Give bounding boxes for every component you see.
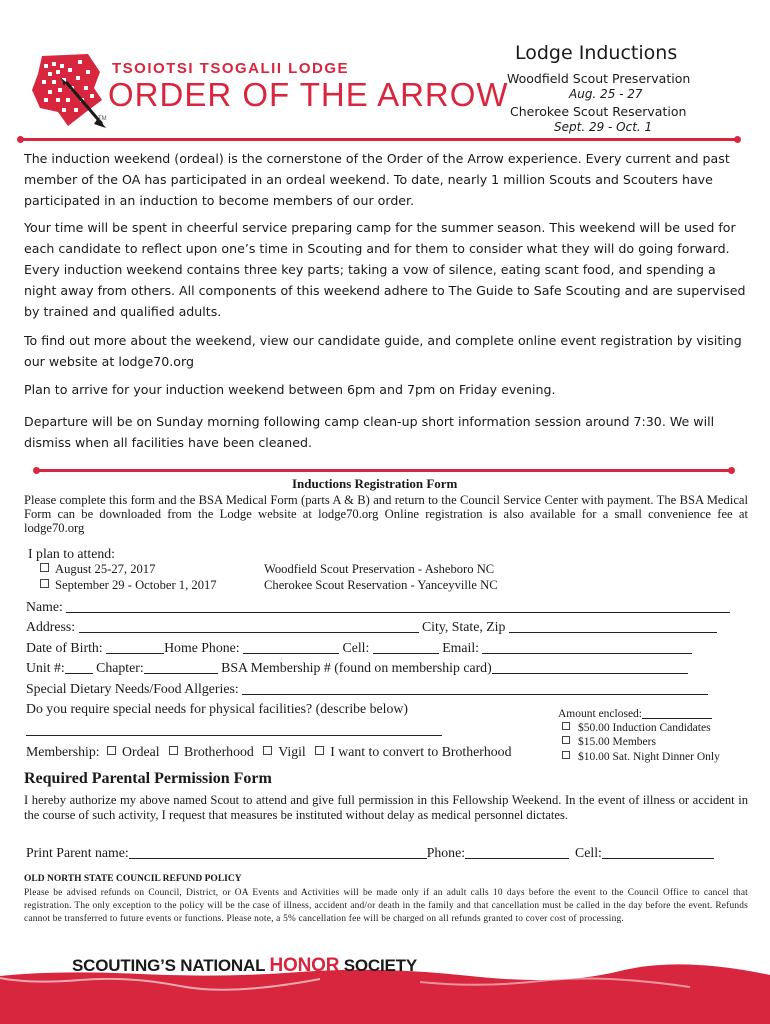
membership-row <box>26 744 511 760</box>
diet-label: Special Dietary Needs/Food Allgeries: <box>26 681 239 696</box>
membership-option-vigil[interactable]: Vigil <box>278 744 306 759</box>
attend-place-cherokee: Cherokee Scout Reservation - Yanceyville NC <box>264 578 498 592</box>
location-cherokee: Cherokee Scout Reservation <box>510 104 687 119</box>
chapter-label: Chapter: <box>96 660 144 675</box>
trademark-mark: TM <box>98 116 107 122</box>
dob-field[interactable] <box>106 640 164 654</box>
org-title: ORDER OF THE ARROW <box>108 76 509 113</box>
bsa-membership-label: BSA Membership # (found on membership card) <box>221 660 492 675</box>
attend-option-september[interactable]: September 29 - October 1, 2017 <box>40 578 217 592</box>
attend-place-woodfield: Woodfield Scout Preservation - Asheboro NC <box>264 562 495 576</box>
city-state-zip-field[interactable] <box>509 619 717 633</box>
email-label: Email: <box>442 640 480 655</box>
diet-field[interactable] <box>242 681 708 695</box>
amount-enclosed-row <box>558 707 712 721</box>
intro-paragraph-departure: Departure will be on Sunday morning following camp clean-up short information session around 7:30. We will dismiss when all facilities have been cleaned. <box>24 414 715 450</box>
checkbox-icon[interactable] <box>169 746 178 755</box>
special-needs-label: Do you require special needs for physical facilities? (describe below) <box>26 701 408 716</box>
amount-enclosed-field[interactable] <box>642 707 712 719</box>
permission-form-title: Required Parental Permission Form <box>24 770 272 787</box>
parent-cell-field[interactable] <box>602 845 714 859</box>
parent-phone-label: Phone: <box>426 845 466 860</box>
date-woodfield: Aug. 25 - 27 <box>569 87 643 101</box>
inductions-heading: Lodge Inductions <box>515 42 678 64</box>
lodge-name: TSOIOTSI TSOGALII LODGE <box>112 60 350 77</box>
attend-option-august[interactable]: August 25-27, 2017 <box>40 562 155 576</box>
membership-option-ordeal[interactable]: Ordeal <box>122 744 160 759</box>
arrowhead-logo-icon <box>28 52 108 128</box>
footer-tagline <box>72 955 417 977</box>
checkbox-icon[interactable] <box>562 722 570 730</box>
checkbox-icon[interactable] <box>40 563 49 572</box>
membership-option-convert[interactable]: I want to convert to Brotherhood <box>330 744 512 759</box>
home-phone-label: Home Phone: <box>164 640 240 655</box>
parent-name-label: Print Parent name: <box>26 845 129 860</box>
amount-enclosed-label: Amount enclosed: <box>558 708 642 720</box>
email-field[interactable] <box>482 640 692 654</box>
refund-policy-title: OLD NORTH STATE COUNCIL REFUND POLICY <box>24 874 242 884</box>
name-row <box>26 599 730 615</box>
fee-option-dinner[interactable]: $10.00 Sat. Night Dinner Only <box>562 750 720 764</box>
registration-form-title: Inductions Registration Form <box>292 476 458 491</box>
cell-field[interactable] <box>373 640 439 654</box>
intro-paragraph-arrival: Plan to arrive for your induction weekend between 6pm and 7pm on Friday evening. <box>24 382 556 397</box>
intro-paragraph-website: To find out more about the weekend, view our candidate guide, and complete online event registration by visiting our website at lodge70.org <box>24 333 742 369</box>
checkbox-icon[interactable] <box>40 579 49 588</box>
address-label: Address: <box>26 619 76 634</box>
city-state-zip-label: City, State, Zip <box>421 619 506 634</box>
registration-instructions: Please complete this form and the BSA Medical Form (parts A & B) and return to the Council Service Center with payment. The BSA Medical Form can be downloaded from the Lodge website at lodge70.org Online registration is also available for a small convenience fee at lodge70.org <box>24 493 748 535</box>
name-field[interactable] <box>66 599 730 613</box>
permission-text: I hereby authorize my above named Scout to attend and give full permission in this Fellowship Weekend. In the event of illness or accident in the course of such activity, I request that measures be instituted without delay as medical personnel dictates. <box>24 793 748 822</box>
special-needs-field[interactable] <box>26 735 442 736</box>
checkbox-icon[interactable] <box>562 751 570 759</box>
section-divider <box>36 469 732 472</box>
checkbox-icon[interactable] <box>263 746 272 755</box>
footer-tagline-part3: SOCIETY <box>343 956 417 975</box>
checkbox-icon[interactable] <box>107 746 116 755</box>
refund-policy-text: Please be advised refunds on Council, District, or OA Events and Activities will be made only if an adult calls 10 days before the event to the Council Office to cancel that registration. The only exception to the policy will be the case of illness, accident and/or death in the family and that cancellation must be called in the day before the event. Refunds cannot be transferred to future events or functions. Please note, a 5% cancellation fee will be charged on all refunds granted to cover cost of processing. <box>24 888 748 924</box>
parent-name-field[interactable] <box>129 845 427 859</box>
membership-option-brotherhood[interactable]: Brotherhood <box>184 744 254 759</box>
checkbox-icon[interactable] <box>562 736 570 744</box>
plan-to-attend-label: I plan to attend: <box>28 546 115 561</box>
chapter-field[interactable] <box>144 660 218 674</box>
name-label: Name: <box>26 599 63 614</box>
cell-label: Cell: <box>342 640 370 655</box>
location-woodfield: Woodfield Scout Preservation <box>507 71 691 86</box>
checkbox-icon[interactable] <box>315 746 324 755</box>
home-phone-field[interactable] <box>243 640 339 654</box>
unit-field[interactable] <box>65 660 93 674</box>
footer-tagline-part1: SCOUTING’S NATIONAL <box>72 956 265 975</box>
fee-option-members[interactable]: $15.00 Members <box>562 735 656 749</box>
intro-paragraph-ordeal: The induction weekend (ordeal) is the cornerstone of the Order of the Arrow experience. Every current and past member of the OA has participated in an ordeal weekend. To date, nearly 1 million Scouts and Scouters have participated in an induction to become members of our order. <box>24 151 730 208</box>
parent-cell-label: Cell: <box>575 845 602 860</box>
fee-option-induction[interactable]: $50.00 Induction Candidates <box>562 721 711 735</box>
bsa-membership-field[interactable] <box>492 660 688 674</box>
unit-row <box>26 660 688 676</box>
parent-phone-field[interactable] <box>465 845 569 859</box>
intro-paragraph-service: Your time will be spent in cheerful service preparing camp for the summer season. This weekend will be used for each candidate to reflect upon one’s time in Scouting and for them to consider what they will do going forward. Every induction weekend contains three key parts; taking a vow of silence, eating scant food, and spending a night away from others. All components of this weekend adhere to The Guide to Safe Scouting and are supervised by trained and qualified adults. <box>24 220 746 319</box>
dob-row <box>26 640 692 656</box>
parent-row <box>26 845 714 861</box>
dob-label: Date of Birth: <box>26 640 103 655</box>
membership-label: Membership: <box>26 744 100 759</box>
unit-label: Unit #: <box>26 660 65 675</box>
footer-tagline-honor: HONOR <box>269 955 340 976</box>
date-cherokee: Sept. 29 - Oct. 1 <box>554 120 653 134</box>
address-field[interactable] <box>79 619 419 633</box>
address-row <box>26 619 717 635</box>
header-divider <box>20 138 738 141</box>
diet-row <box>26 681 708 697</box>
